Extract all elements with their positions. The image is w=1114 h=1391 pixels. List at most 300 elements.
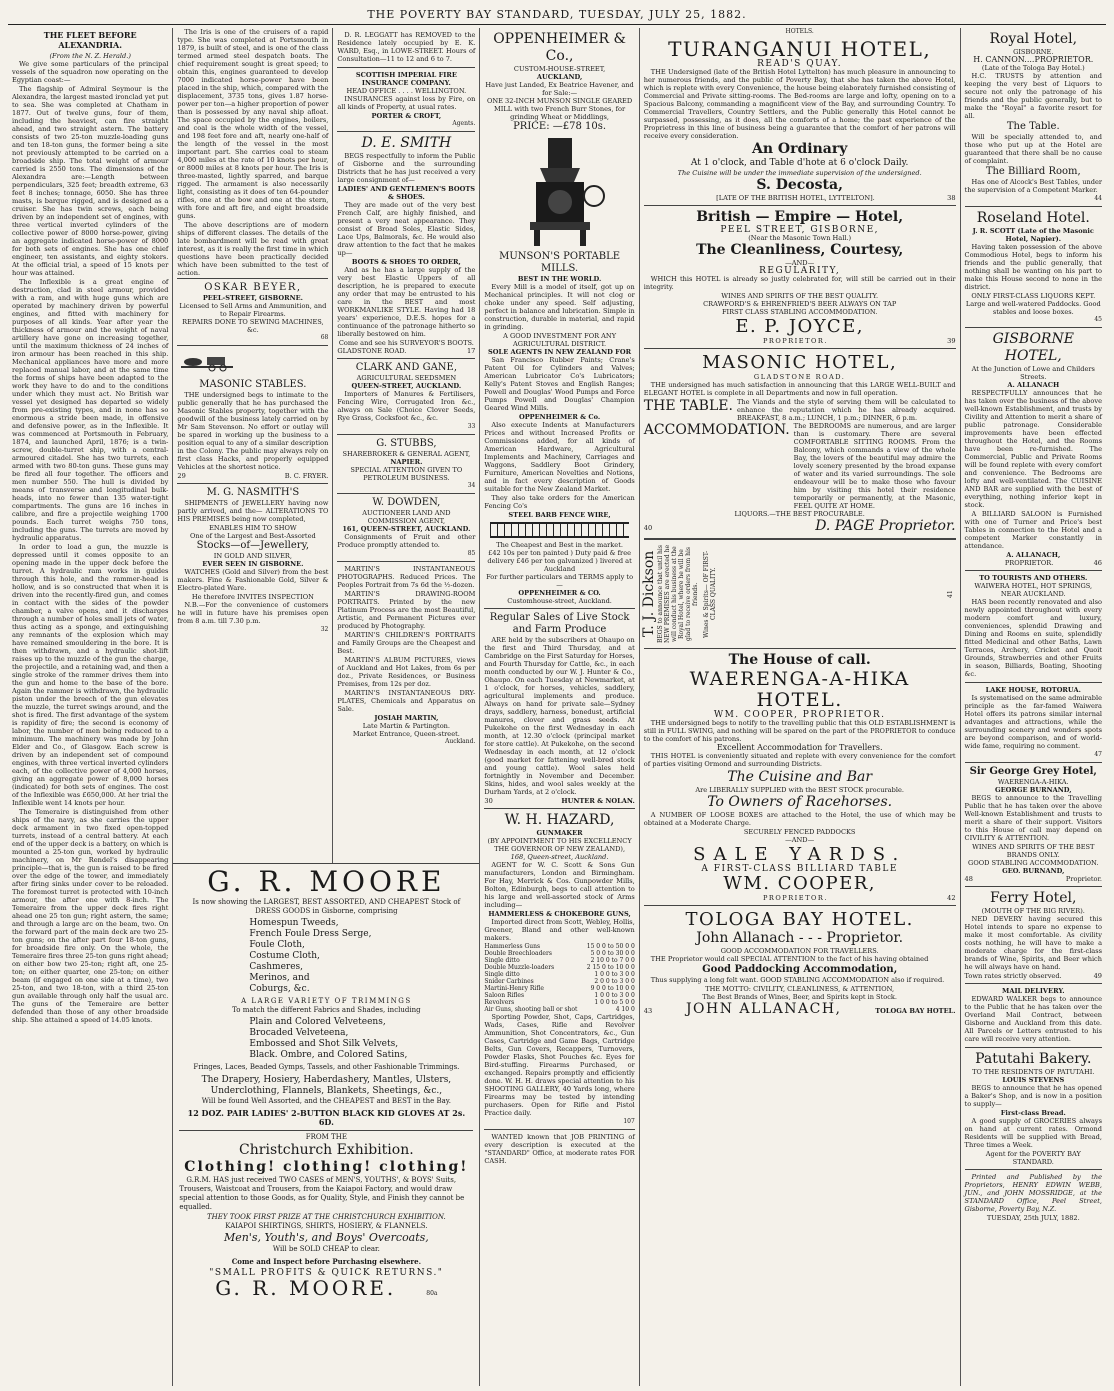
price-row (484, 992, 634, 999)
gis-prop-row (965, 559, 1102, 567)
price-item: Snider Carbines (484, 978, 534, 985)
scottish-office: HEAD OFFICE . . . . WELLINGTON. (346, 87, 467, 95)
royal-late: (Late of the Tologa Bay Hotel.) (981, 64, 1085, 72)
mas-liquors: LIQUORS.—THE BEST PROCURABLE. (734, 510, 865, 518)
gisborne-hotel-ad (965, 328, 1102, 571)
moore-gloves: 12 DOZ. PAIR LADIES' 2-BUTTON BLACK KID GLOVES AT 2s. 6D. (187, 1108, 466, 1127)
royal-billiard: The Billiard Room, (985, 166, 1081, 177)
hazard-body: AGENT for W. C. Scott & Sons Gun manufacturers, London and Birmingham. For Hay, Merrick & Cos. Gunpowder Mills, Bolton, Edinburgh, begs to call attention to his large and well-assorted stock of Arms including— (484, 861, 635, 909)
waiwera-name: WAIWERA HOTEL, HOT SPRINGS, (974, 582, 1093, 590)
ad-number: 46 (1093, 559, 1102, 567)
gis-owner: A. ALLANACH (1007, 381, 1060, 389)
moore-trimmings: A LARGE VARIETY OF TRIMMINGS (241, 997, 412, 1005)
nasmith-enables: ENABLES HIM TO SHOW (209, 524, 297, 532)
wh-signature: WM. COOPER, PROPRIETOR. (713, 710, 886, 720)
gis-body: RESPECTFULLY announces that he has taken over the business of the above well-known Establishment, and trusts by Civility and Attention to merit a share of public patronage. Considerable improvements have been effected throughout the Hotel, and the Rooms have been re-furnished. The Commercial, Public and Private Rooms will be found replete with every comfort and convenience. The Bedrooms are lofty and well-ventilated. The CUISINE AND BAR are supplied with the best of everything, nothing inferior kept in stock. (964, 389, 1102, 509)
tol-motto: THE MOTTO: CIVILITY, CLEANLINESS, & ATTENTION, (705, 985, 895, 993)
agents-price: £42 10s per ton painted ) Duty paid & free delivery £46 per ton galvanized ) livered at Auckland (487, 549, 632, 573)
clark-gane-ad (337, 359, 475, 435)
sales-title: Regular Sales of Live Stock and Farm Produce (489, 612, 630, 635)
price-item: Single ditto (484, 957, 520, 964)
george-grey-hotel-ad (965, 763, 1102, 887)
wh-yards: SALE YARDS. (693, 844, 907, 865)
ad-number: 17 (466, 347, 476, 355)
price-item: Single ditto (484, 971, 520, 978)
stubbs-ad (337, 435, 475, 494)
agents-body2: Also execute Indents at Manufacturers Prices and without Increased Profits or Commissions added, for all kinds of American Hardware, Agricultural Implements and Machinery, Carriages and Waggons, Saddlery Boot Grindery, Furniture, American Novelties and Notions, and in fact every description of Goods suitable for the New Zealand Market. (484, 421, 635, 493)
nasmith-ever: EVER SEEN IN GISBORNE. (202, 560, 304, 568)
be-regularity: REGULARITY, (759, 266, 841, 276)
waiwera-near: NEAR AUCKLAND. (1000, 590, 1066, 598)
tol-sign-row (644, 1001, 956, 1018)
dickson-body: BEGS to announce that until his NEW PREMISES are erected he will conduct his business at the Royal Hotel, where he will be glad to receive orders from his friends. (656, 544, 699, 644)
price-row (484, 950, 634, 957)
royal-hotel-ad (965, 28, 1102, 207)
moore-good: Cashmeres, (249, 962, 304, 972)
column-two (173, 28, 333, 863)
be-clean: The Cleanliness, Courtesy, (696, 242, 904, 258)
price-row (484, 1006, 634, 1013)
leggatt-body: D. R. LEGGATT has REMOVED to the Residence lately occupied by E. K. WARD, Esq., in LOWE-STREET. Hours of Consultation—11 to 12 and 6 to 7. (337, 31, 476, 63)
price-row (484, 971, 634, 978)
price-row (484, 957, 634, 964)
tol-title: TOLOGA BAY HOTEL. (685, 909, 914, 930)
moore-good: Foule Cloth, (249, 940, 305, 950)
beyer-ad (177, 278, 328, 346)
bakery-agent: Agent for the POVERTY BAY STANDARD. (985, 1150, 1081, 1166)
waiwera-title: TO TOURISTS AND OTHERS. (979, 574, 1088, 582)
royal-table-body: Will be specially attended to, and those who put up at the Hotel are guaranteed that there shall be no cause of complaint. (964, 133, 1102, 165)
grey-owner: GEORGE BURNAND, (994, 786, 1072, 794)
grey-stabling: GOOD STABLING ACCOMMODATION. (968, 859, 1099, 867)
tur-ordinary-time: At 1 o'clock, and Table d'hote at 6 o'clock Daily. (690, 158, 909, 168)
smith-body2: They are made out of the very best French Calf, are highly finished, and present a very neat appearance. They consist of Broad Soles, Elastic Sides, Lace Ups, Balmorals, &c. He would also draw attention to the fact that he makes up— (337, 201, 476, 257)
moore-match: To match the different Fabrics and Shades, including (232, 1006, 421, 1014)
royal-billiard-body: Has one of Alcock's Best Tables, under the supervision of a Competent Marker. (964, 178, 1102, 194)
hazard-address: 168, Queen-street, Auckland. (510, 853, 609, 861)
masonic-stables-signature: B. C. FRYER. (284, 472, 329, 480)
waiwera-hotel-ad (965, 571, 1102, 683)
moore-goods-list (179, 918, 473, 995)
article-paragraph: The Iris is one of the cruisers of a rapid type. She was completed at Portsmouth in 1879, is built of steel, and is one of the class termed armed steel despatch boats. The chief requirement sought is great speed; to obtain this, engines guaranteed to develop 7000 indicated horse-power have been placed in the ship, which, compared with the displacement, 3735 tons, gives 1.87 horse-power per ton—a higher proportion of power than is possessed by any naval ship afloat. The space occupied by the engines, boilers, and coal is the whole width of the vessel, and 198 feet fore and aft, nearly one-half of the length of the vessel in the most important part. She carries coal to steam 4,000 miles at the rate of 10 knots per hour, or 8000 miles at 8 knots per hour. The Iris is three-masted, lightly sparred, and barque rigged. The armament is also necessarily light, consisting as it does of ten 64-pounder rifles, one at the bow and one at the stern, with fore and aft fire, and eight broadside guns. (177, 28, 329, 220)
rose-title: Roseland Hotel. (976, 210, 1090, 226)
grey-sub: WAERENGA-A-HIKA. (997, 778, 1069, 786)
article-paragraph: We give some particulars of the principal vessels of the squadron now operating on the Egyptian coast:— (12, 60, 169, 84)
mas-signature: D. PAGE Proprietor. (815, 518, 956, 534)
patutahi-bakery-ad (965, 1048, 1102, 1170)
price-value: 1 0 0 to 3 0 0 (594, 971, 635, 978)
imprint-date: TUESDAY, 25th JULY, 1882. (986, 1214, 1080, 1222)
price-item: Hammerless Guns (484, 943, 541, 950)
ad-number: 85 (467, 550, 476, 557)
opp-sub: CUSTOM-HOUSE-STREET, (513, 65, 606, 73)
masonic-stables-ad (177, 346, 328, 484)
ad-number: 43 (643, 1007, 653, 1015)
price-value: 1 0 0 to 5 0 0 (594, 999, 635, 1006)
smith-road: GLADSTONE ROAD. (337, 347, 407, 355)
clark-body: Importers of Manures & Fertilisers, Fencing Wire, Corrugated Iron &c., always on Sale (Choice Clover Seeds, Rye Grass, Cocksfoot &c., &c. (337, 390, 476, 422)
masthead: THE POVERTY BAY STANDARD, TUESDAY, JULY 25, 1882. (8, 6, 1106, 25)
british-empire-hotel-ad (644, 206, 956, 349)
column-fleet-article (8, 28, 173, 1386)
roseland-hotel-ad (965, 207, 1102, 328)
price-value: 15 0 0 to 50 0 0 (586, 943, 635, 950)
mail-delivery-ad (965, 984, 1102, 1048)
royal-body: H.C. TRUSTS by attention and keeping the very best of Liquors to secure not only the patronage of his friends and the public generally, but to make the "Royal" a favorite resort for all. (964, 72, 1102, 120)
opp-title: OPPENHEIMER & Co., (493, 31, 626, 64)
moore-inspect: Come and Inspect before Purchasing elsewhere. (231, 1257, 422, 1266)
moore-good: Costume Cloth, (249, 951, 320, 961)
ferry-terms: Town rates strictly observed. (964, 972, 1062, 980)
wh-boxes: A NUMBER OF LOOSE BOXES are attached to the Hotel, the use of which may be obtained at a Moderate Charge. (643, 811, 956, 827)
munson-sub: BEST IN THE WORLD. (517, 275, 602, 283)
munson-investment: A GOOD INVESTMENT FOR ANY AGRICULTURAL DISTRICT. (503, 332, 617, 348)
sales-sign-row (484, 797, 634, 805)
tol-owner: John Allanach - - - Proprietor. (696, 930, 904, 946)
wh-title: WAERENGA-A-HIKA HOTEL. (689, 668, 910, 711)
price-item: Revolvers (484, 999, 515, 1006)
gis-proprietor: PROPRIETOR. (1004, 559, 1054, 567)
agents-wire: STEEL BARB FENCE WIRE, (508, 511, 611, 519)
moore-kaiapoi: KAIAPOI SHIRTINGS, SHIRTS, HOSIERY, & FLANNELS. (225, 1222, 428, 1230)
tur-ordinary: An Ordinary (751, 141, 848, 157)
imprint (965, 1170, 1102, 1222)
clark-title: CLARK AND GANE, (355, 362, 458, 373)
martin-entrance: Market Entrance, Queen-street. (352, 730, 460, 738)
munson-body: Every Mill is a model of itself, got up on Mechanical principles. It will not clog or choke under any speed. Self adjusting, perfect in balance and lubrication. Simple in construction, durable in material, and rapid in grinding. (484, 283, 635, 331)
mail-body: EDWARD WALKER begs to announce to the Public that he has taken over the Overland Mail Contract, between Gisborne and Auckland from this date. All Parcels or Letters entrusted to his care will receive very attention. (964, 995, 1102, 1043)
price-value: 4 10 0 (615, 1006, 635, 1013)
clark-address: QUEEN-STREET, AUCKLAND. (351, 382, 462, 390)
price-row (484, 985, 634, 992)
column-three (333, 28, 479, 863)
martin-ad (337, 562, 475, 749)
grey-title: Sir George Grey Hotel, (969, 766, 1097, 777)
tur-cuisine: The Cuisine will be under the immediate supervision of the undersigned. (677, 169, 922, 177)
moore-from: FROM THE (179, 1130, 473, 1142)
moore-drapery: The Drapery, Hosiery, Haberdashery, Mantles, Ulsters, Underclothing, Flannels, Blankets, Sheetings, &c., (201, 1075, 452, 1096)
agents-address: Customhouse-street, Auckland. (507, 597, 612, 605)
waiwera-body: HAS been recently renovated and also newly appointed throughout with every modern comfort and luxury, conveniences, splendid Drawing and Dining and Rooms en suite, splendidly fitted Medicinal and other Baths, Lawn Terraces, Archery, Cricket and Quoit Grounds, Strawberries and other Fruits in season, Billiards, Boating, Shooting &c. (964, 598, 1102, 678)
price-row (484, 999, 634, 1006)
wanted-ad (484, 1130, 634, 1169)
ferry-body: NED DEVERY having secured this Hotel intends to spare no expense to make it most comfortable. As civility costs nothing, he will have to make a moderate charge for the first-class brands of Wine, Spirits, and Beer which he will always have on hand. (964, 915, 1102, 971)
agents-title: SOLE AGENTS IN NEW ZEALAND FOR (488, 348, 632, 356)
mas-sign-row (644, 518, 956, 535)
moore-good: Embossed and Shot Silk Velvets, (249, 1039, 399, 1049)
ad-number: 29 (177, 472, 186, 480)
mas-table-title: THE TABLE. (643, 398, 733, 414)
mail-title: MAIL DELIVERY. (1002, 987, 1065, 995)
stubbs-sub: SHAREBROKER & GENERAL AGENT, (342, 450, 471, 458)
nasmith-nb: N.B.—For the convenience of customers he will in future have his premises open from 8 a.m. till 7.30 p.m. (177, 601, 329, 625)
moore-fringes: Fringes, Laces, Beaded Gymps, Tassels, and other Fashionable Trimmings. (193, 1063, 460, 1071)
dickson-name: T. J. Dickson (640, 550, 657, 638)
lake-house-ad (965, 683, 1102, 763)
article-paragraph: The Temeraire is distinguished from other ships of the navy, as she carries the upper deck armament in two fixed open-topped turrets, instead of a central battery. At each end of the upper deck is a battery, on which is mounted a 25-ton gun, worked by hydraulic machinery, on Mr Rendel's disappearing principle—that is, the gun is raised to be fired over the edge of the tower, and immediately after firing sinks under cover to be reloaded. The foremost turret is protected with 10-inch armour, the after one with 8-inch. The Temeraire from the upper deck fires right ahead one 25 ton gun; right astern, the same; and through a large arc on the beam, two. On the forward part of the main deck are two 25-ton guns; on the after part four 18-ton guns, for broadside fire only. On the whole, the Temeraire fires three 25-ton guns right ahead; on either bow two 25-ton; right aft, one 25-ton; on either quarter, one 25-ton; on either beam (if engaged on one side at a time), two 25-ton, and two 18-ton, with a third 25-ton gun available through only half the usual arc. The guns of the Temeraire are better defended than those of any other broadside ship. She attained a speed of 14.05 knots. (12, 808, 169, 1024)
nasmith-stocks: Stocks—of—Jewellery, (196, 540, 310, 551)
mas-acc-row (644, 422, 956, 510)
ad-number: 80a (426, 1290, 438, 1297)
barbed-wire-fence-icon (490, 522, 628, 538)
ad-number: 33 (467, 423, 476, 430)
nasmith-invites: He therefore INVITES INSPECTION (191, 593, 314, 601)
be-wines: WINES AND SPIRITS OF THE BEST QUALITY. (721, 292, 879, 300)
be-sub: PEEL STREET, GISBORNE, (720, 225, 879, 235)
mas-title: MASONIC HOTEL, (702, 352, 898, 373)
smith-body3: And as he has a large supply of the very best Elastic Uppers of all description, he is prepared to execute any order that may be entrusted to his care in the BEST and most WORKMANLIKE STYLE. Having had 18 years' experience, D.E.S. hopes for a continuance of the patronage hitherto so liberally bestowed on him. (337, 266, 476, 338)
beyer-sub: REPAIRS DONE TO SEWING MACHINES, &c. (182, 318, 324, 334)
ferry-title: Ferry Hotel, (990, 890, 1077, 906)
tur-body: THE Undersigned (late of the British Hotel Lyttelton) has much pleasure in announcing to her numerous friends, and the public of Poverty Bay, that she has taken the above Hotel, which is replete with every Convenience, the house being elaborately furnished consisting of Commercial and Private sitting-rooms. The Bed-rooms are large and lofty, opening on to a Spacious Balcony, commanding a magnificent view of the Bay, and surrounding Country. To Commercial Travellers, Country Settlers, and the Public generally this Hotel cannot be surpassed, possessing, as it does, all the comforts of a home; the past experience of the Proprietress in this line of business being a guarantee that the comfort of her patrons will receive every consideration. (643, 68, 956, 140)
wh-prop-row (644, 894, 956, 902)
rose-stables: Large and well-watered Paddocks. Good stables and loose boxes. (965, 300, 1101, 316)
be-and: —AND— (785, 259, 815, 267)
martin-item: MARTIN'S CHILDREN'S PORTRAITS and Family Groups are the Cheapest and Best. (337, 631, 476, 655)
article-paragraph: The above descriptions are of modern ships of different classes. The details of the late bombardment will be read with great interest, as it is really the first time in which questions have been practically decided which have been submitted to the test of action. (177, 221, 329, 277)
moore-good: Coburgs, &c. (249, 984, 310, 994)
smith-ad (337, 132, 475, 359)
moore-good: Homespun Tweeds, (249, 918, 339, 928)
moore-good: French Foule Dress Serge, (249, 929, 372, 939)
hazard-title: W. H. HAZARD, (504, 812, 615, 828)
dowden-sub: AUCTIONEER LAND AND COMMISSION AGENT, (362, 509, 451, 525)
moore-title: G. R. MOORE (207, 865, 446, 898)
munson-title: MUNSON'S PORTABLE MILLS. (499, 251, 621, 274)
ferry-terms-row (965, 972, 1102, 980)
masonic-stables-sign-row (177, 472, 328, 480)
clark-sub: AGRICULTURAL SEEDSMEN (356, 374, 457, 382)
opp-city: AUCKLAND, (536, 73, 583, 81)
price-row (484, 964, 634, 971)
rose-body: Having taken possession of the above Commodious Hotel, begs to inform his friends and the public generally, that nothing shall be wanting on his part to make this House second to none in the district. (964, 243, 1102, 291)
moore-good: Merinos, and (249, 973, 310, 983)
nasmith-title: M. G. NASMITH'S (206, 487, 300, 498)
hazard-price-table (484, 943, 634, 1013)
price-row (484, 978, 634, 985)
smith-body: BEGS respectfully to inform the Public of Gisborne and the surrounding Districts that he has just received a very large consignment of— (337, 152, 476, 184)
price-value: 9 0 0 to 10 0 0 (590, 985, 635, 992)
be-stable: FIRST CLASS STABLING ACCOMMODATION. (721, 308, 878, 316)
royal-title: Royal Hotel, (989, 31, 1078, 47)
hazard-appointment: (BY APPOINTMENT TO HIS EXCELLENCY THE GOVERNOR OF NEW ZEALAND), (487, 837, 632, 853)
tol-paddocking: Good Paddocking Accommodation, (702, 964, 898, 975)
bakery-body: BEGS to announce that he has opened a Baker's Shop, and is now in a position to supply— (964, 1084, 1102, 1108)
wh-proprietor: PROPRIETOR. (762, 894, 828, 902)
hotels-heading: HOTELS. (785, 28, 814, 35)
hazard-sub: GUNMAKER (536, 829, 583, 837)
hazard-imported: Imported direct from Scott, Webley, Hollis, Greener, Bland and other well-known makers. (484, 918, 635, 942)
gis-saloon: A BILLIARD SALOON is Furnished with one of Turner and Price's best Tables in connection to the Hotel and a competent Marker constantly in attendance. (964, 510, 1102, 550)
column-six (961, 28, 1106, 1386)
moore-clothing: Clothing! clothing! clothing! (184, 1159, 469, 1175)
wh-paddocks: SECURELY FENCED PADDOCKS (743, 828, 856, 836)
scottish-signature: PORTER & CROFT, (371, 112, 442, 120)
wanted-body: WANTED known that JOB PRINTING of every description is executed at the "STANDARD" Office, at moderate rates FOR CASH. (484, 1133, 635, 1165)
beyer-address: PEEL-STREET, GISBORNE. (202, 294, 303, 302)
moore-overcoats: Men's, Youth's, and Boys' Overcoats, (223, 1231, 429, 1244)
beyer-body: Licensed to Sell Arms and Ammunition, and to Repair Firearms. (179, 302, 327, 318)
tologa-bay-hotel-ad (644, 906, 956, 1021)
upper-split (173, 28, 479, 864)
wh-liberal: Are LIBERALLY SUPPLIED with the BEST STOCK procurable. (695, 786, 904, 794)
tur-signature: S. Decosta, (756, 177, 843, 193)
moore-good: Brocaded Velveteena, (249, 1028, 349, 1038)
stubbs-body: SPECIAL ATTENTION GIVEN TO PETROLEUM BUSINESS. (350, 466, 463, 482)
martin-item: MARTIN'S INSTANTANEOUS DRY-PLATES, Chemicals and Apparatus on Sale. (337, 689, 476, 713)
rose-owner: J. R. SCOTT (Late of the Masonic Hotel, Napier). (972, 227, 1094, 243)
tol-good: GOOD ACCOMMODATION FOR TRAVELLERS. (720, 947, 879, 955)
mas-table-body: The Viands and the style of serving them will be calculated to enhance the reputation which he has already acquired. BREAKFAST, 8 a.m.; LUNCH, 1 p.m.; DINNER, 6 p.m. (736, 398, 956, 422)
mas-body: THE undersigned has much satisfaction in announcing that this LARGE WELL-BUILT and ELEGANT HOTEL is complete in all Departments and now in full operation. (643, 381, 956, 397)
moore-prize: THEY TOOK FIRST PRIZE AT THE CHRISTCHURCH EXHIBITION. (206, 1213, 446, 1221)
masonic-stables-body: THE undersigned begs to intimate to the public generally that he has purchased the Masonic Stables property, together with the goodwill of the business lately carried on by Mr Sam Stevenson. No effort or outlay will be spared in working up the business to a position equal to any of a similar description in the Colony. The public may always rely on first class Hacks, and properly equipped Vehicles at the shortest notice. (177, 391, 329, 471)
moore-stock: Will be found Well Assorted, and the CHEAPEST and BEST in the Bay. (201, 1097, 452, 1105)
tol-body: THE Proprietor would call SPECIAL ATTENTION to the fact of his having obtained (650, 955, 929, 963)
moore-exhibition: Christchurch Exhibition. (239, 1142, 414, 1158)
dowden-title: W. DOWDEN, (372, 497, 441, 508)
moore-good: Black. Ombre, and Colored Satins, (249, 1050, 408, 1060)
be-body: WHICH this HOTEL is already so justly celebrated for, will still be carried out in their integrity. (643, 275, 956, 291)
dowden-body: Consignments of Fruit and other Produce promptly attended to. (337, 533, 476, 549)
wh-owners: To Owners of Racehorses. (707, 794, 893, 810)
tur-late-row (644, 194, 956, 202)
be-prop-row (644, 337, 956, 345)
article-source: (From the N. Z. Herald.) (49, 52, 131, 60)
opp-mill: ONE 32-INCH MUNSON SINGLE GEARED MILL with two French Burr Stones, for grinding Wheat or Middlings, (486, 97, 633, 121)
price-value: 2 0 0 to 3 0 0 (594, 978, 635, 985)
gis-sub: At the Junction of Lowe and Childers Streets. (971, 365, 1095, 381)
grey-signature: GEO. BURNAND, (1002, 867, 1065, 875)
agents-cheap: The Cheapest and Best in the market. (496, 541, 623, 549)
price-value: 1 0 0 to 3 0 0 (594, 992, 635, 999)
scottish-body: INSURANCES against loss by Fire, on all kinds of Property, at usual rates. (337, 95, 476, 111)
mas-acc-body: The BEDROOMS are numerous, and are larger than is customary. There are several COMFORTABLE SITTING ROOMS. From the Balcony, which commands a view of the whole Bay, the lovers of the beautiful may admire the lovely scenery presented by the broad expanse of water and its varied surroundings. The sole endeavour will be to make those who favour him by visiting this hotel their residence temporarily or permanently, at the Masonic, FEEL QUITE AT HOME. (793, 422, 956, 510)
ad-number: 42 (947, 894, 956, 902)
grey-wines: WINES AND SPIRITS OF THE BEST BRANDS ONLY. (972, 843, 1095, 859)
mas-sub: GLADSTONE ROAD. (753, 373, 846, 381)
ad-number: 32 (320, 626, 329, 633)
masonic-stables-title: MASONIC STABLES. (199, 379, 307, 390)
ad-number: 44 (1094, 195, 1102, 202)
hazard-body2: Sporting Powder, Shot, Caps, Cartridges, Wads, Cases, Rifle and Revolver Ammunition, Shot Concentrators, &c., Gun Cases, Cartridge and Game Bags, Cartridge Belts, Gun Covers, Recappers, Turnovers, Powder Flasks, Shot Pouches &c. Eyes for Bird-stuffing. Firearms Purchased, or exchanged. Repairs promptly and efficiently done. W. H. H. draws special attention to his SHOOTING GALLERY, 40 Yards long, where Firearms may be tested by intending purchasers. Open for Rifle and Pistol Practice daily. (484, 1013, 635, 1117)
martin-item: MARTIN'S INSTANTANEOUS PHOTOGRAPHS. Reduced Prices. The Peoples Portrait from 7s 6d the ½-dozen. (337, 565, 476, 589)
tur-title: TURANGANUI HOTEL, (668, 37, 932, 61)
opp-body: Have just Landed, Ex Beatrice Havener, and for Sale:— (485, 81, 634, 97)
be-title: British — Empire — Hotel, (696, 209, 904, 225)
dowden-address: 161, QUEEN-STREET, AUCKLAND. (342, 525, 471, 533)
scottish-title: SCOTTISH IMPERIAL FIRE INSURANCE COMPANY. (355, 71, 457, 87)
scottish-agents: Agents. (452, 120, 476, 127)
moore-signature: G. R. MOORE. (215, 1276, 397, 1300)
leggatt-ad (337, 28, 475, 68)
sales-body: ARE held by the subscribers at Ohaupo on the first and Third Thursday, and at Cambridge on the First Saturday for Horses, and Fourth Thursday for Cattle, &c., in each month conducted by our W. J. Hunter & Co., Ohaupo. On each Tuesday at Newmarket, at 1 o'clock, for horses, vehicles, saddlery, agricultural implements and produce. Always on hand for private sale—Sydney drays, saddlery, harness, bonedust, artificial manures, clover and grass seeds. At Pukekohe on the first Wednesday in each month, at 12.30 o'clock (principal market for store cattle). At Pukekohe, on the second Wednesday in each month, at 12 o'clock (good market for fattening well-bred stock and young cattle). Wool sales held fortnightly in November and December. Skins, hides, and wool sales weekly at the Durham Yards, at 2 o'clock. (484, 636, 635, 796)
moore-good: Plain and Colored Velveteens, (249, 1017, 386, 1027)
wh-excel: Excellent Accommodation for Travellers. (716, 743, 883, 752)
mas-acc-title: ACCOMMODATION. (643, 422, 790, 438)
hazard-guns: HAMMERLESS & CHOKEBORE GUNS, (488, 910, 631, 918)
horse-carriage-engraving-icon (177, 352, 237, 374)
martin-item: MARTIN'S ALBUM PICTURES, views of Auckland and Hot Lakes, from 6s per doz., Private Residences, or Business Premises, from 12s per doz. (337, 656, 476, 688)
stubbs-place: NAPIER. (390, 458, 423, 466)
martin-item: MARTIN'S DRAWING-ROOM PORTRAITS. Printed by the new Platinum Process are the most Beautiful, Artistic, and Permanent Pictures ever produced by Photography. (337, 590, 476, 630)
dickson-ad (640, 539, 956, 649)
moore-motto: "SMALL PROFITS & QUICK RETURNS." (209, 1268, 444, 1278)
stubbs-title: G. STUBBS, (376, 438, 437, 449)
wh-signature2: WM. COOPER, (723, 873, 876, 894)
ad-number: 39 (947, 337, 956, 345)
martin-signature: JOSIAH MARTIN, (374, 714, 439, 722)
price-item: Martini-Henry Rifle (484, 985, 544, 992)
waerenga-hotel-ad (644, 649, 956, 906)
column-hotels (640, 28, 961, 1386)
beyer-name: OSKAR BEYER, (204, 282, 302, 293)
wh-head: The House of call. (728, 652, 871, 668)
price-value: 2 15 0 to 10 0 0 (586, 964, 635, 971)
ad-number: 45 (1094, 316, 1102, 323)
tol-supply: Thus supplying a long felt want. GOOD STABLING ACCOMMODATION also if required. (650, 976, 945, 984)
nasmith-body: SHIPMENTS of JEWELLERY having now partly arrived, and the— ALTERATIONS TO HIS PREMISES being now completed, (177, 499, 329, 523)
be-beer: CRAWFORD'S & EHRENFRIED'S BEER ALWAYS ON TAP (703, 300, 897, 308)
bakery-owner: LOUIS STEVENS (1002, 1076, 1065, 1084)
royal-table: The Table. (1006, 121, 1060, 132)
moore-cheap: Will be SOLD CHEAP to clear. (272, 1245, 380, 1253)
ferry-sub: (MOUTH OF THE BIG RIVER). (981, 907, 1085, 915)
sales-signature: HUNTER & NOLAN. (561, 797, 635, 805)
be-proprietor: PROPRIETOR. (762, 337, 828, 345)
article-title: THE FLEET BEFORE ALEXANDRIA. (43, 30, 137, 50)
martin-city: Auckland. (445, 738, 476, 745)
tur-sub: READ'S QUAY. (757, 59, 843, 69)
ad-number: 34 (467, 482, 476, 489)
article-paragraph: In order to load a gun, the muzzle is depressed until it comes opposite to an opening made in the upper deck before the turret. A hydraulic ram works in guides through this hole, and the rammer-head is hollow, and is so constructed that when it is driven into the recently-fired gun, and comes in contact with the sides of the powder chamber, a valve opens, and it discharges through a number of holes small jets of water, thus acting as a sponge, and extinguishing any remnants of the explosion which may have remained smouldering in the bore. It is then withdrawn, and a hydraulic shot-lift raises up to the muzzle of the gun the charge, the projectile, and a retaining wad, and then a single stroke of the rammer drives them into the gun and home to the base of the bore. Again the rammer is withdrawn, the hydraulic piston under the breech of the gun elevates the muzzle, the turret swings around, and the shot is fired. The first advantage of the system is rapidity of fire; the second is economy of labor, the number of men being reduced to a minimum. The machinery was made by John Elder and Co., of Glasgow. Each screw is driven by an independent set of compound engines, with three vertical inverted cylinders each, of the collective power of 4,000 horses, giving an aggregate power of 8,000 horses (indicated) for both sets of engines. The cost of the Inflexible was £650,000. At her trial the Inflexible went 14 knots per hour. (12, 543, 169, 807)
article-paragraph: The Inflexible is a great engine of destruction, clad in steel armour, provided with a ram, and with huge guns which are operated by machinery driven by powerful engines, and fitted with machinery for purposes of all kinds. Year after year the thickness of armour and the weight of naval artillery have gone on increasing together, until the maximum thickness of 24 inches of iron armour has been reached in this ship. Mechanical appliances have more and more replaced manual labor, and at the same time the forms of ships have been adapted to the work they have to do and to the conditions under which they must act. No British war vessel yet designed has departed so widely from pre-existing types, and in none has so enormous a stride been made, in offensive and defensive power, as in the Inflexible. It was commenced at Portsmouth in February, 1874, and launched April, 1876; is a twin-screw, double-turret ship, with a central-armoured citadel. She has two turrets, each armed with two 80-ton guns. These guns may be fired all four together. The officers and men number 550. The hull is divided by means of transverse and longitudinal bulk-heads, into no fewer than 135 water-tight compartments. The guns are 16 inches in calibre, and fire a projectile weighing 1700 pounds. Each turret weighs 750 tons, including the guns. The turrets are moved by hydraulic apparatus. (12, 278, 169, 542)
dickson-wines: Wines & Spirits— OF FIRST-CLASS QUALITY. (702, 550, 717, 638)
agents-further: For further particulars and TERMS apply to— (486, 573, 634, 589)
bakery-to: TO THE RESIDENTS OF PATUTAHI. (972, 1068, 1095, 1076)
price-item: Double Muzzle-loaders (484, 964, 555, 971)
bakery-title: Patutahi Bakery. (975, 1051, 1092, 1067)
ad-number: 30 (484, 797, 493, 805)
moore-grm: G.R.M. HAS just received TWO CASES of MEN'S, YOUTHS', & BOYS' Suits, Trousers, Waistcoat and Trousers, from the Kaiapoi Factory, and would draw special attention to those Goods, as for Quality, Style, and Finish they cannot be equalled. (179, 1176, 465, 1211)
moore-ad (173, 864, 479, 1386)
lake-title: LAKE HOUSE, ROTORUA. (985, 686, 1081, 694)
moore-sign-row (179, 1278, 473, 1299)
nasmith-ad (177, 484, 328, 637)
wh-billiard: A FIRST-CLASS BILLIARD TABLE (701, 864, 898, 874)
wh-cuisine: The Cuisine and Bar (727, 769, 873, 785)
smith-sub: LADIES' AND GENTLEMEN'S BOOTS & SHOES. (337, 185, 476, 201)
wh-and: —AND— (785, 836, 815, 844)
nasmith-one: One of the Largest and Best-Assorted (190, 532, 316, 540)
ad-number: 49 (1093, 972, 1102, 980)
lake-body: Is systematised on the same admirable principle as the far-famed Waiwera Hotel offers its patrons similar internal advantages and attractions, while the surrounding scenery and wonders spots are beyond comparison, and of world-wide fame, requiring no comment. (964, 694, 1102, 750)
martin-late: Late Martin & Partington. (362, 722, 451, 730)
nasmith-gold: IN GOLD AND SILVER, (213, 552, 292, 560)
wh-body2: THIS HOTEL is conveniently situated and replete with every convenience for the comfort of parties visiting Ormond and surrounding Districts. (643, 752, 956, 768)
imprint-body: Printed and Published by the Proprietors, HENRY EDWIN WEBB, JUN., and JOHN MOSSRIDGE, at the STANDARD Office, Peel Street, Gisborne, Poverty Bay, N.Z. (964, 1173, 1102, 1213)
ad-number: 41 (946, 590, 954, 598)
smith-come: Come and see his SURVEYOR'S BOOTS. (338, 339, 474, 347)
article-paragraph: The flagship of Admiral Seymour is the Alexandra, the largest masted ironclad yet put to sea. She was completed at Chatham in 1877. Out of twelve guns, four of them, including the heaviest, can fire straight ahead, and two straight astern. The battery consists of two 25-ton muzzle-loading guns and ten 18-ton guns, the former being a site not previously attempted to be carried on a broadside ship. The total weight of armour carried is 2550 tons. The dimensions of the Alexandra are:—Length between perpendiculars, 325 feet; breadth extreme, 63 feet 8 inches; tonnage, 6050. She has three masts, is barque rigged, and is designed as a cruiser. She has twin screws, each being driven by an independent set of engines, with three vertical inverted cylinders of the collective power of 8000 horse-power, giving an aggregate indicated horse-power of 8000 for both sets of engines. She has one chief engineer, ten assistants, and eighty stokers. At the official trial, a speed of 15 knots per hour was attained. (12, 85, 169, 277)
gis-title: GISBORNE HOTEL, (992, 331, 1074, 364)
price-item: Double Breechloaders (484, 950, 552, 957)
royal-proprietor: H. CANNON....PROPRIETOR. (973, 55, 1094, 64)
ad-number: 48 (964, 875, 973, 883)
ad-number: 40 (643, 524, 653, 532)
grist-mill-engraving-icon (510, 136, 610, 248)
grey-prop-row (965, 875, 1102, 883)
